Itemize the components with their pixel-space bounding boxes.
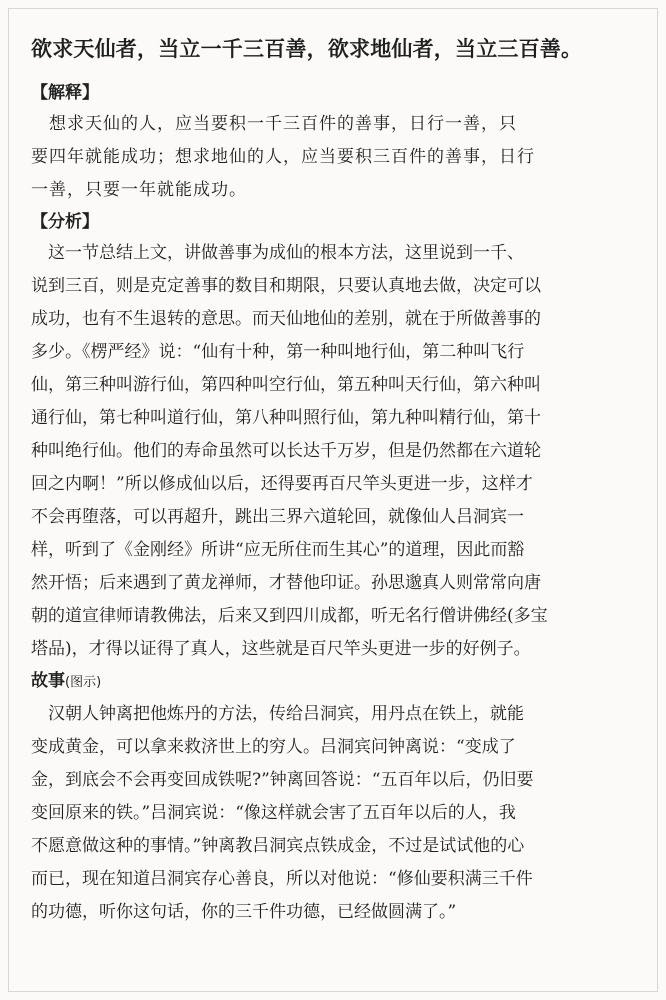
analysis-line: 不会再堕落，可以再超升，跳出三界六道轮回，就像仙人吕洞宾一: [31, 507, 524, 527]
story-line: 的功德，听你这句话，你的三千件功德，已经做圆满了。”: [31, 902, 457, 922]
analysis-line: 说到三百，则是克定善事的数目和期限，只要认真地去做，决定可以: [31, 276, 541, 296]
analysis-section: [31, 207, 636, 666]
analysis-line: 塔品)，才得以证得了真人，这些就是百尺竿头更进一步的好例子。: [31, 639, 531, 659]
story-section: [31, 666, 636, 929]
analysis-line: 通行仙，第七种叫道行仙，第八种叫照行仙，第九种叫精行仙，第十: [31, 408, 541, 428]
analysis-line: 朝的道宣律师请教佛法，后来又到四川成都，听无名行僧讲佛经(多宝: [31, 606, 548, 626]
analysis-line: 种叫绝行仙。他们的寿命虽然可以长达千万岁，但是仍然都在六道轮: [31, 441, 541, 461]
story-heading-label: 故事: [31, 671, 65, 691]
analysis-line: 多少。《楞严经》说：“仙有十种，第一种叫地行仙，第二种叫飞行: [31, 342, 525, 362]
explanation-line: 一善，只要一年就能成功。: [31, 180, 247, 200]
story-line: 变回原来的铁。”吕洞宾说：“像这样就会害了五百年以后的人，我: [31, 803, 516, 823]
quote-title: 欲求天仙者，当立一千三百善，欲求地仙者，当立三百善。: [31, 37, 583, 61]
explanation-section: [31, 78, 636, 207]
story-line: 而已，现在知道吕洞宾存心善良，所以对他说：“修仙要积满三千件: [31, 869, 533, 889]
analysis-heading: 【分析】: [31, 212, 99, 232]
analysis-line: 这一节总结上文，讲做善事为成仙的根本方法，这里说到一千、: [31, 243, 524, 263]
story-line: 不愿意做这种的事情。”钟离教吕洞宾点铁成金，不过是试试他的心: [31, 836, 525, 856]
story-heading-note: (图示): [65, 675, 102, 690]
story-heading: [31, 666, 636, 698]
explanation-line: 要四年就能成功；想求地仙的人，应当要积三百件的善事，日行: [31, 147, 535, 167]
analysis-line: 成功，也有不生退转的意思。而天仙地仙的差别，就在于所做善事的: [31, 309, 541, 329]
story-line: 汉朝人钟离把他炼丹的方法，传给吕洞宾，用丹点在铁上，就能: [31, 704, 524, 724]
analysis-line: 回之内啊！”所以修成仙以后，还得要再百尺竿头更进一步，这样才: [31, 474, 533, 494]
explanation-heading: 【解释】: [31, 83, 99, 103]
explanation-line: 想求天仙的人，应当要积一千三百件的善事，日行一善，只: [31, 114, 517, 134]
story-line: 变成黄金，可以拿来救济世上的穷人。吕洞宾问钟离说：“变成了: [31, 737, 516, 757]
analysis-line: 样，听到了《金刚经》所讲“应无所住而生其心”的道理，因此而豁: [31, 540, 525, 560]
analysis-line: 然开悟；后来遇到了黄龙禅师，才替他印证。孙思邈真人则常常向唐: [31, 573, 541, 593]
story-line: 金，到底会不会再变回成铁呢?”钟离回答说：“五百年以后，仍旧要: [31, 770, 534, 790]
analysis-line: 仙，第三种叫游行仙，第四种叫空行仙，第五种叫天行仙，第六种叫: [31, 375, 541, 395]
